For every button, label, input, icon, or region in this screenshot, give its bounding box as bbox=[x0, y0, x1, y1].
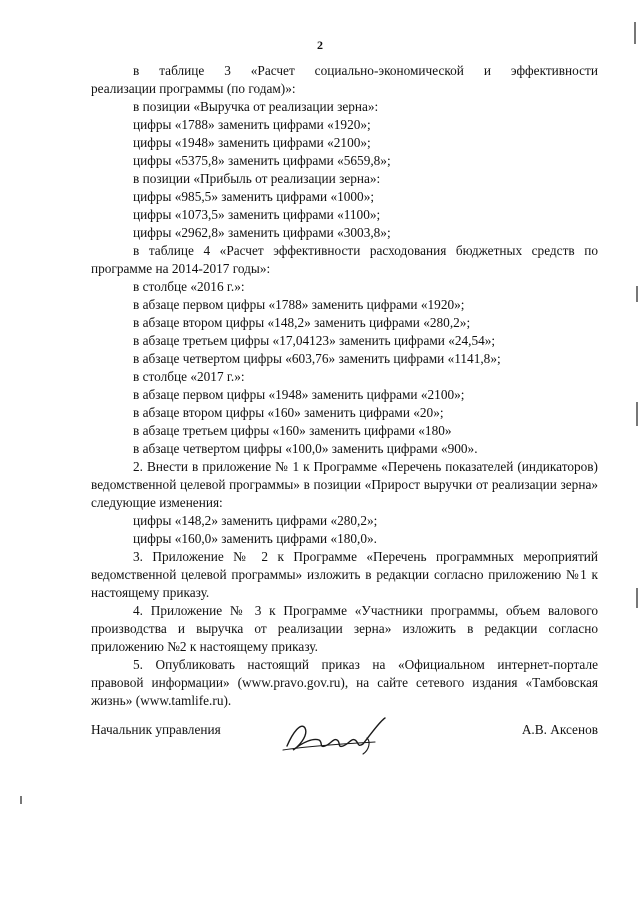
paragraph: в абзаце втором цифры «160» заменить цифрами «20»; bbox=[133, 405, 444, 420]
paragraph: в позиции «Выручка от реализации зерна»: bbox=[133, 99, 379, 114]
signatory-name: А.В. Аксенов bbox=[521, 722, 598, 737]
paragraph: в абзаце третьем цифры «160» заменить цифрами «180» bbox=[133, 423, 452, 438]
scan-edge-mark bbox=[20, 796, 22, 804]
paragraph: цифры «1073,5» заменить цифрами «1100»; bbox=[133, 207, 381, 222]
paragraph: в абзаце четвертом цифры «603,76» заменить цифрами «1141,8»; bbox=[133, 351, 501, 366]
scan-edge-mark bbox=[636, 286, 638, 302]
paragraph: 5. Опубликовать настоящий приказ на «Официальном интернет-портале правовой информации» (www.pravo.gov.ru), на сайте сетевого издания «Тамбовская жизнь» (www.tamlife.ru). bbox=[91, 657, 598, 708]
paragraph: в таблице 4 «Расчет эффективности расходования бюджетных средств по программе на 2014-2017 годы»: bbox=[91, 243, 598, 276]
paragraph: цифры «160,0» заменить цифрами «180,0». bbox=[133, 531, 377, 546]
paragraph: реализации программы (по годам)»: bbox=[91, 81, 296, 96]
paragraph: 3. Приложение № 2 к Программе «Перечень программных мероприятий ведомственной целевой программы» изложить в редакции согласно приложению №1 к настоящему приказу. bbox=[91, 549, 598, 600]
paragraph: цифры «1948» заменить цифрами «2100»; bbox=[133, 135, 371, 150]
page-number: 2 bbox=[317, 38, 323, 52]
paragraph: цифры «1788» заменить цифрами «1920»; bbox=[133, 117, 371, 132]
handwritten-signature bbox=[279, 712, 399, 760]
paragraph: 2. Внести в приложение № 1 к Программе «Перечень показателей (индикаторов) ведомственной целевой программы» в позиции «Прирост выручки от реализации зерна» следующие изменения: bbox=[91, 459, 598, 510]
paragraph: цифры «2962,8» заменить цифрами «3003,8»; bbox=[133, 225, 391, 240]
paragraph: в абзаце третьем цифры «17,04123» заменить цифрами «24,54»; bbox=[133, 333, 496, 348]
paragraph: в позиции «Прибыль от реализации зерна»: bbox=[133, 171, 381, 186]
paragraph: в абзаце первом цифры «1788» заменить цифрами «1920»; bbox=[133, 297, 465, 312]
signatory-title: Начальник управления bbox=[91, 722, 221, 737]
paragraph: 4. Приложение № 3 к Программе «Участники программы, объем валового производства и выручка от реализации зерна» изложить в редакции согласно приложению №2 к настоящему приказу. bbox=[91, 603, 598, 654]
paragraph: в абзаце четвертом цифры «100,0» заменить цифрами «900». bbox=[133, 441, 478, 456]
paragraph: цифры «148,2» заменить цифрами «280,2»; bbox=[133, 513, 378, 528]
paragraph: в таблице 3 «Расчет социально-экономической и эффективности bbox=[133, 63, 598, 78]
document-body bbox=[91, 62, 598, 710]
paragraph: в столбце «2016 г.»: bbox=[133, 279, 245, 294]
paragraph: цифры «985,5» заменить цифрами «1000»; bbox=[133, 189, 375, 204]
paragraph: в абзаце первом цифры «1948» заменить цифрами «2100»; bbox=[133, 387, 465, 402]
paragraph: в столбце «2017 г.»: bbox=[133, 369, 245, 384]
scan-edge-mark bbox=[634, 22, 636, 44]
scan-edge-mark bbox=[636, 588, 638, 608]
paragraph: в абзаце втором цифры «148,2» заменить цифрами «280,2»; bbox=[133, 315, 471, 330]
scan-edge-mark bbox=[636, 402, 638, 426]
signature-block bbox=[91, 712, 598, 762]
paragraph: цифры «5375,8» заменить цифрами «5659,8»; bbox=[133, 153, 391, 168]
